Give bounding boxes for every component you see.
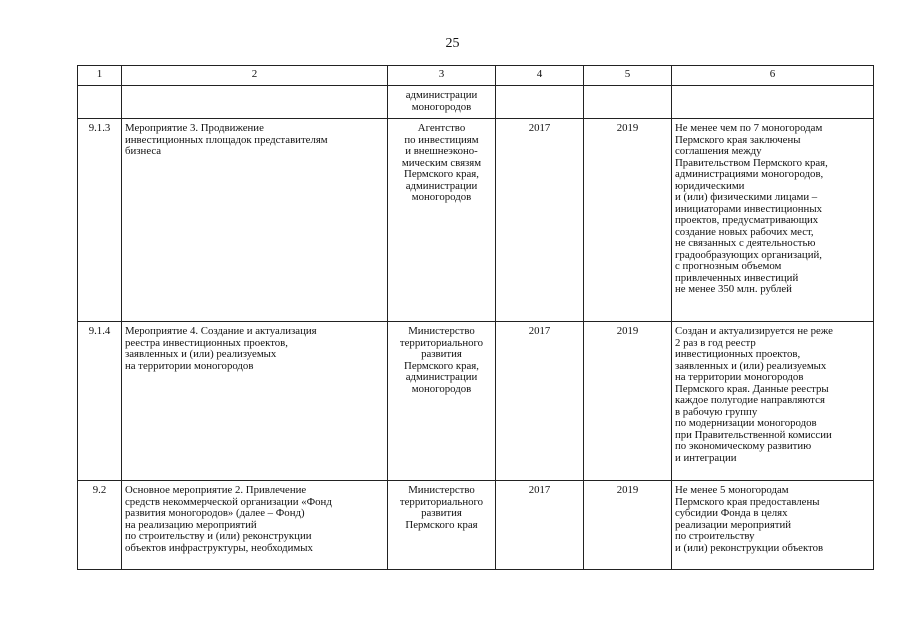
column-header: 2 <box>122 66 388 86</box>
end-year-cell <box>584 86 672 119</box>
page-number: 25 <box>445 36 460 51</box>
row-number-cell: 9.1.3 <box>78 119 122 322</box>
start-year-cell <box>496 86 584 119</box>
executor-cell: администрации моногородов <box>388 86 496 119</box>
executor-cell: Министерство территориального развития Пермского края <box>388 481 496 570</box>
expected-result-cell: Не менее 5 моногородам Пермского края предоставлены субсидии Фонда в целях реализации мероприятий по строительству и (или) реконструкции объектов <box>672 481 874 570</box>
measure-title-cell: Мероприятие 3. Продвижение инвестиционных площадок представителям бизнеса <box>122 119 388 322</box>
start-year-cell: 2017 <box>496 119 584 322</box>
row-number-cell: 9.1.4 <box>78 322 122 481</box>
end-year-cell: 2019 <box>584 481 672 570</box>
expected-result-cell: Не менее чем по 7 моногородам Пермского края заключены соглашения между Правительством Пермского края, администрациями моногородов, юридическими и (или) физическими лицами – инициаторами инвестиционных проектов, предусматривающих создание новых рабочих мест, не связанных с деятельностью градообразующих организаций, с прогнозным объемом привлеченных инвестиций не менее 350 млн. рублей <box>672 119 874 322</box>
expected-result-cell <box>672 86 874 119</box>
start-year-cell: 2017 <box>496 322 584 481</box>
row-number-cell <box>78 86 122 119</box>
table-row <box>78 86 874 119</box>
column-header: 5 <box>584 66 672 86</box>
table-row <box>78 119 874 322</box>
executor-cell: Министерство территориального развития Пермского края, администрации моногородов <box>388 322 496 481</box>
column-header: 4 <box>496 66 584 86</box>
column-header: 3 <box>388 66 496 86</box>
end-year-cell: 2019 <box>584 322 672 481</box>
expected-result-cell: Создан и актуализируется не реже 2 раз в год реестр инвестиционных проектов, заявленных и (или) реализуемых на территории моногородов Пермского края. Данные реестры каждое полугодие направляются в рабочую группу по модернизации моногородов при Правительственной комиссии по экономическому развитию и интеграции <box>672 322 874 481</box>
table-header-row <box>78 66 874 86</box>
measures-table <box>77 65 874 570</box>
start-year-cell: 2017 <box>496 481 584 570</box>
column-header: 6 <box>672 66 874 86</box>
row-number-cell: 9.2 <box>78 481 122 570</box>
table-row <box>78 481 874 570</box>
measure-title-cell <box>122 86 388 119</box>
table-row <box>78 322 874 481</box>
end-year-cell: 2019 <box>584 119 672 322</box>
column-header: 1 <box>78 66 122 86</box>
measure-title-cell: Основное мероприятие 2. Привлечение средств некоммерческой организации «Фонд развития моногородов» (далее – Фонд) на реализацию мероприятий по строительству и (или) реконструкции объектов инфраструктуры, необходимых <box>122 481 388 570</box>
executor-cell: Агентство по инвестициям и внешнеэконо- мическим связям Пермского края, администрации моногородов <box>388 119 496 322</box>
measure-title-cell: Мероприятие 4. Создание и актуализация реестра инвестиционных проектов, заявленных и (или) реализуемых на территории моногородов <box>122 322 388 481</box>
